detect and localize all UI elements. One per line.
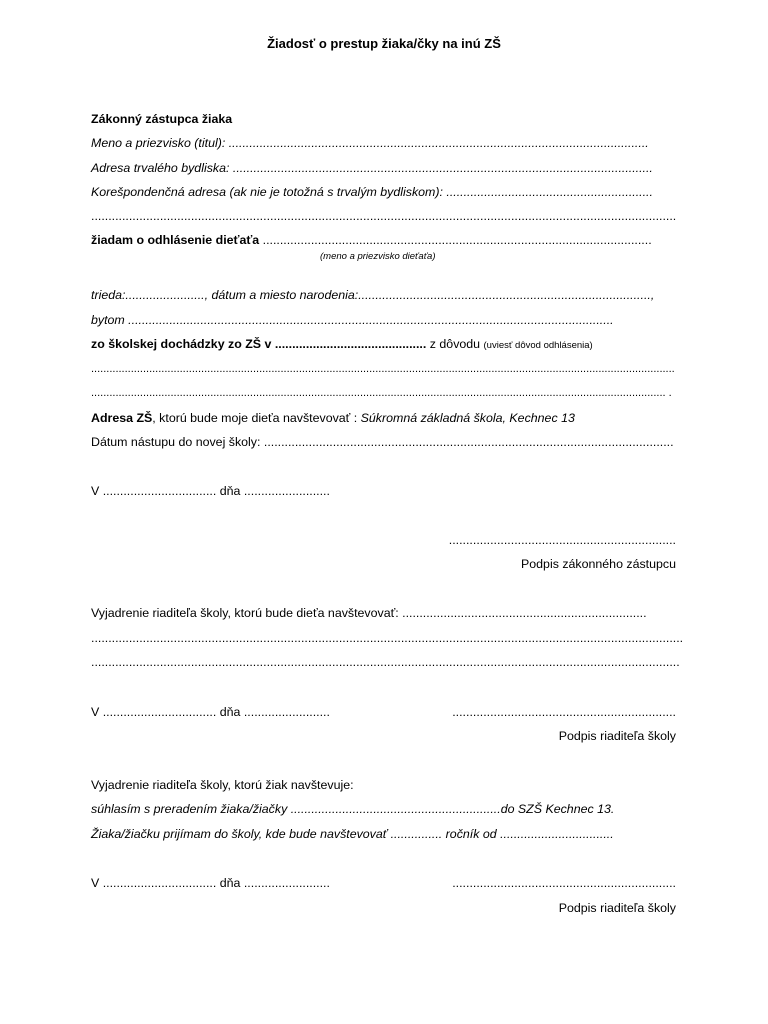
guardian-heading: Zákonný zástupca žiaka (91, 112, 233, 126)
new-director-statement: Vyjadrenie riaditeľa školy, ktorú bude dieťa navštevovať: ....................................................................... (91, 606, 647, 620)
guardian-name-field: Meno a priezvisko (titul): .......................................................................................................................... (91, 136, 649, 150)
guardian-address-field: Adresa trvalého bydliska: .......................................................................................................................... (91, 161, 653, 175)
current-director-statement: Vyjadrenie riaditeľa školy, ktorú žiak navštevuje: (91, 778, 354, 792)
child-name-note: (meno a priezvisko dieťaťa) (320, 251, 436, 262)
new-school-line: Adresa ZŠ, ktorú bude moje dieťa navštevovať : Súkromná základná škola, Kechnec 13 (91, 411, 575, 425)
page-title: Žiadosť o prestup žiaka/čky na inú ZŠ (267, 36, 501, 51)
request-line: žiadam o odhlásenie dieťaťa ................................................................................................................. (91, 233, 652, 247)
guardian-corr-address-cont: .......................................................................................................................................................................... (91, 209, 677, 223)
new-director-signature-line: ................................................................. (452, 705, 676, 719)
current-director-signature-line: ................................................................. (452, 876, 676, 890)
guardian-signature-label: Podpis zákonného zástupcu (521, 557, 676, 571)
class-birth-line: trieda:......................., dátum a miesto narodenia:....................................................................................., (91, 288, 655, 302)
current-director-place-date: V ................................. dňa ......................... (91, 876, 330, 890)
accept-line: Žiaka/žiačku prijímam do školy, kde bude navštevovať ............... ročník od ................................. (91, 827, 614, 841)
new-director-cont-2: ........................................................................................................................................................................... (91, 655, 680, 669)
current-director-signature-label: Podpis riaditeľa školy (558, 901, 676, 915)
reason-cont-1: ............................................................................................................................................................................................... (91, 363, 675, 375)
residence-line: bytom ............................................................................................................................................. (91, 313, 614, 327)
consent-line: súhlasím s preradením žiaka/žiačky .............................................................do SZŠ Kechnec 13. (91, 802, 615, 816)
new-director-signature-label: Podpis riaditeľa školy (558, 729, 676, 743)
guardian-place-date: V ................................. dňa ......................... (91, 484, 330, 498)
guardian-corr-address-field: Korešpondenčná adresa (ak nie je totožná s trvalým bydliskom): ............................................................ (91, 185, 653, 199)
reason-cont-2: ............................................................................................................................................................................................ . (91, 387, 672, 399)
guardian-signature-line: .................................................................. (448, 533, 676, 547)
start-date-line: Dátum nástupu do novej školy: ....................................................................................................................... (91, 435, 674, 449)
new-director-place-date: V ................................. dňa ......................... (91, 705, 330, 719)
new-director-cont-1: ............................................................................................................................................................................ (91, 631, 684, 645)
school-reason-line: zo školskej dochádzky zo ZŠ v ............................................ z dôvodu (uviesť dôvod odhlásenia) (91, 337, 593, 351)
